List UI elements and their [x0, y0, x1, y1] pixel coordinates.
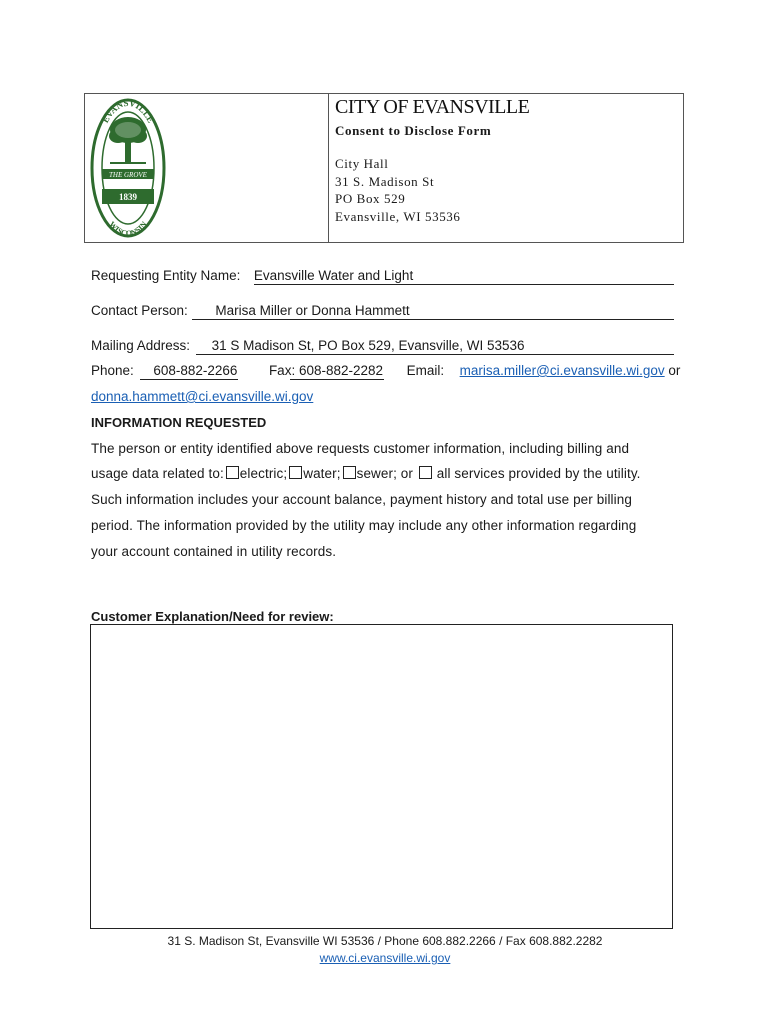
- email2-link[interactable]: donna.hammett@ci.evansville.wi.gov: [91, 389, 314, 404]
- explanation-heading: Customer Explanation/Need for review:: [91, 609, 334, 624]
- address-line-4: Evansville, WI 53536: [335, 209, 461, 224]
- sewer-checkbox[interactable]: [343, 466, 356, 479]
- address-line-2: 31 S. Madison St: [335, 174, 435, 189]
- seal-top-text: EVANSVILLE: [100, 97, 156, 125]
- info-heading: INFORMATION REQUESTED: [91, 415, 267, 430]
- seal-bottom-text: WISCONSIN: [107, 219, 149, 239]
- mailing-value[interactable]: 31 S Madison St, PO Box 529, Evansville, WI 53536: [211, 338, 525, 353]
- electric-label: electric;: [239, 466, 288, 481]
- address-line-1: City Hall: [335, 156, 389, 171]
- explanation-textbox[interactable]: [90, 624, 673, 929]
- info-line-5: your account contained in utility records.: [91, 544, 337, 559]
- info-line-4: period. The information provided by the utility may include any other information regarding: [91, 518, 637, 533]
- usage-label: usage data related to:: [91, 466, 224, 481]
- seal-year: 1839: [119, 192, 137, 202]
- water-checkbox[interactable]: [289, 466, 302, 479]
- info-line-3: Such information includes your account balance, payment history and total use per billing: [91, 492, 632, 507]
- fax-label: Fax:: [268, 363, 296, 378]
- or-text: or: [668, 363, 681, 378]
- email2-row: [91, 389, 313, 404]
- fax-underline: [290, 379, 384, 380]
- all-services-label: all services provided by the utility.: [436, 466, 641, 481]
- entity-value[interactable]: Evansville Water and Light: [253, 268, 414, 283]
- info-line-1: The person or entity identified above requests customer information, including billing and: [91, 441, 630, 456]
- mailing-label: Mailing Address:: [91, 338, 191, 353]
- contact-underline: [192, 319, 674, 320]
- electric-checkbox[interactable]: [226, 466, 239, 479]
- fax-value[interactable]: 608-882-2282: [298, 363, 384, 378]
- city-seal-logo: [88, 96, 168, 241]
- page-title: CITY OF EVANSVILLE: [335, 96, 530, 118]
- phone-fax-email-row: [91, 363, 680, 378]
- entity-underline: [254, 284, 674, 285]
- email-link[interactable]: marisa.miller@ci.evansville.wi.gov: [459, 363, 665, 378]
- all-services-checkbox[interactable]: [419, 466, 432, 479]
- phone-underline: [140, 379, 238, 380]
- phone-value[interactable]: 608-882-2266: [153, 363, 238, 378]
- entity-label: Requesting Entity Name:: [91, 268, 241, 283]
- contact-field: [91, 303, 410, 318]
- footer-website-link[interactable]: www.ci.evansville.wi.gov: [319, 951, 451, 965]
- water-label: water;: [303, 466, 341, 481]
- address-line-3: PO Box 529: [335, 191, 406, 206]
- phone-label: Phone:: [91, 363, 134, 378]
- info-line-2: [91, 466, 641, 481]
- sewer-label: sewer; or: [356, 466, 414, 481]
- contact-label: Contact Person:: [91, 303, 188, 318]
- mailing-underline: [196, 354, 674, 355]
- mailing-field: [91, 338, 525, 353]
- seal-band-text: THE GROVE: [109, 171, 147, 179]
- email-label: Email:: [406, 363, 445, 378]
- contact-value[interactable]: Marisa Miller or Donna Hammett: [215, 303, 410, 318]
- footer-address: 31 S. Madison St, Evansville WI 53536 / Phone 608.882.2266 / Fax 608.882.2282: [167, 934, 603, 948]
- entity-field: [91, 268, 413, 283]
- header-divider: [328, 93, 329, 243]
- form-subtitle: Consent to Disclose Form: [335, 123, 492, 138]
